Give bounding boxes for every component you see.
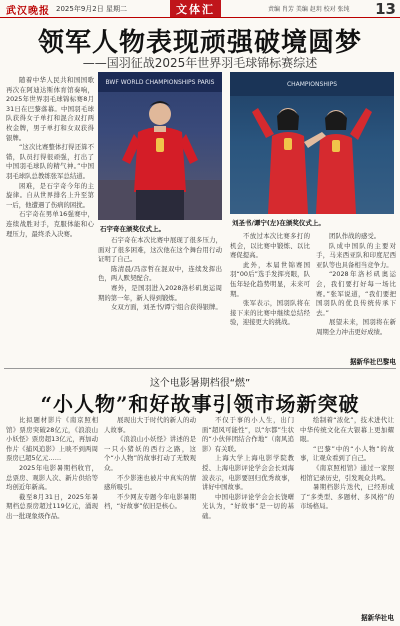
article2-headline: “小人物”和好故事引领市场新突破 — [40, 392, 360, 416]
paragraph: 赛外，是国羽进入2028洛杉矶奥运周期的第一年，新人得到锻炼。 — [98, 283, 222, 302]
issue-weekday: 星期二 — [106, 5, 127, 13]
paragraph: 比拟题材影片《南京照相馆》票房突破28亿元，《浪浪山小妖怪》票房超13亿元，再加动作片《捕风追影》上映不到两周票房已超5亿元…… — [6, 416, 98, 463]
masthead — [0, 0, 400, 18]
photo-banner-text: CHAMPIONSHIPS — [286, 81, 338, 88]
paragraph: 石宇奇在本次比赛中展现了很多压力，面对了很多困难，这次他在这个舞台用行动证明了自己。 — [98, 236, 222, 264]
paragraph: 截至8月31日，2025年暑期档总票房超过119亿元，涌现出一批现象级作品。 — [6, 492, 98, 520]
paragraph: 绘制着“浓化”，技术进代让中华传统文化在大银幕上更加耀眼。 — [300, 416, 394, 444]
paragraph: 随着中华人民共和国国歌再次在阿迪达斯体育馆奏响，2025年世界羽毛球锦标赛8月31日在巴黎落幕。中国羽毛球队获得女子单打和混合双打两枚金牌，男子单打和女双获得银牌。 — [6, 76, 94, 142]
article1-column-1 — [6, 76, 94, 366]
paragraph: “2028年洛杉矶奥运会，我们要打好每一场比赛。”张军说道，“我们要把国羽队的优良传统传承下去。” — [316, 270, 396, 317]
paragraph: 上海大学上海电影学院教授、上海电影评论学会会长刘海波表示，电影要回归优秀故事，讲好中国故事。 — [202, 454, 294, 492]
article1-subheadline: ——国羽征战2025年世界羽毛球锦标赛综述 — [82, 56, 318, 70]
article1-column-6 — [316, 232, 396, 354]
paragraph: 暑期档影片迭代，已经形成了“多类型、多题材、多风格”的市场格局。 — [300, 483, 394, 511]
section-name: 文体汇 — [170, 0, 221, 17]
paragraph: 石宇奇在男单16强赛中，连续战胜对手，克服体能和心理压力，最终杀入决赛。 — [6, 210, 94, 238]
paragraph: 中国电影评论学会会长饶曙光认为，“好故事”是一切的基础。 — [202, 492, 294, 520]
photo-shi-yuqi-illustration — [98, 72, 222, 220]
paragraph: “这次比赛整体打得还算不错，队员打得很顽强，打出了中国羽毛球队的精气神。”中国羽毛球队总教练张军总结道。 — [6, 143, 94, 180]
page-number: 13 — [375, 0, 396, 18]
paragraph: “巴黎”中的“小人物”的故事，让观众看到了自己。 — [300, 444, 394, 463]
paragraph: 展现出大于时代的新人的动人故事。 — [104, 416, 196, 434]
paragraph: 张军表示，国羽队将在接下来的比赛中继续总结经验，迎接更大的挑战。 — [230, 299, 310, 327]
article1-column-5 — [230, 232, 310, 366]
photo-liu-tan — [230, 72, 394, 214]
article1-column-4 — [98, 236, 222, 366]
article2-column-4 — [300, 416, 394, 610]
newspaper-logo: 武汉晚报 — [6, 6, 50, 17]
article-divider — [4, 368, 396, 369]
paragraph: 《浪浪山小妖怪》讲述的是一只小猪妖的西行之路，这个“小人物”的故事打动了无数观众。 — [104, 435, 196, 472]
paragraph: 困难，是石宇奇今年的主旋律。自从世界排名上升至第一后，他遭遇了伤病的困扰。 — [6, 181, 94, 209]
paragraph: 女双方面，刘圣书/谭宁组合获得银牌。 — [111, 303, 222, 312]
paragraph: 不放过本次比赛多打的机会，以比赛中锻炼、以比赛促提高。 — [230, 232, 310, 260]
article2-kicker: 这个电影暑期档很“燃” — [149, 378, 251, 389]
photo-liu-tan-illustration — [230, 72, 394, 214]
paragraph: 《南京照相馆》通过一家照相馆记录历史，引发观众共鸣。 — [300, 463, 394, 482]
photo-liu-tan-caption: 刘圣书/谭宁(左)在颁奖仪式上。 — [232, 219, 325, 227]
article2-column-1 — [6, 416, 98, 622]
paragraph: 不少影迷也被片中真实的情感所吸引。 — [104, 473, 196, 492]
paragraph: 不少网友专题今年电影暑期档，“好故事”依旧是核心。 — [104, 492, 196, 511]
photo-shi-yuqi-caption: 石宇奇在颁奖仪式上。 — [100, 225, 165, 233]
paragraph: 此外，本届世锦赛国羽“00后”选手发挥亮眼，队伍年轻化趋势明显，未来可期。 — [230, 260, 310, 298]
article1-byline: 据新华社巴黎电 — [349, 358, 396, 366]
photo-banner-text: BWF WORLD CHAMPIONSHIPS PARIS — [105, 79, 215, 86]
article2-byline: 据新华社电 — [361, 614, 394, 622]
issue-date: 2025年9月2日 — [56, 5, 104, 13]
paragraph: 团队作战的感受。 — [329, 232, 381, 240]
paragraph: 陈清晨/冯彦哲在混双中，连续发挥出色，两人默契配合。 — [98, 264, 222, 283]
photo-shi-yuqi — [98, 72, 222, 220]
paragraph: 展望未来，国羽将在新周期全力冲击更好成绩。 — [316, 318, 396, 336]
article2-column-3 — [202, 416, 294, 622]
paragraph: 不仅于事的小人生，出门面“超风可能性”，以“尔都”生状的“小伙伴团结合作地”（南风追影）有关联。 — [202, 416, 294, 453]
paragraph: 队成中国队的主要对手，马来西亚队和印度尼西亚队等也具备相当竞争力。 — [316, 241, 396, 269]
editors-credit: 责编 肖芳 美编 赵玥 校对 张纯 — [268, 6, 350, 13]
paragraph: 2025年电影暑期档收官，总票房、观影人次、新片供给等均创近年新高。 — [6, 463, 98, 492]
article1-headline: 领军人物表现顽强破境圆梦 — [37, 28, 362, 58]
article2-column-2 — [104, 416, 196, 622]
